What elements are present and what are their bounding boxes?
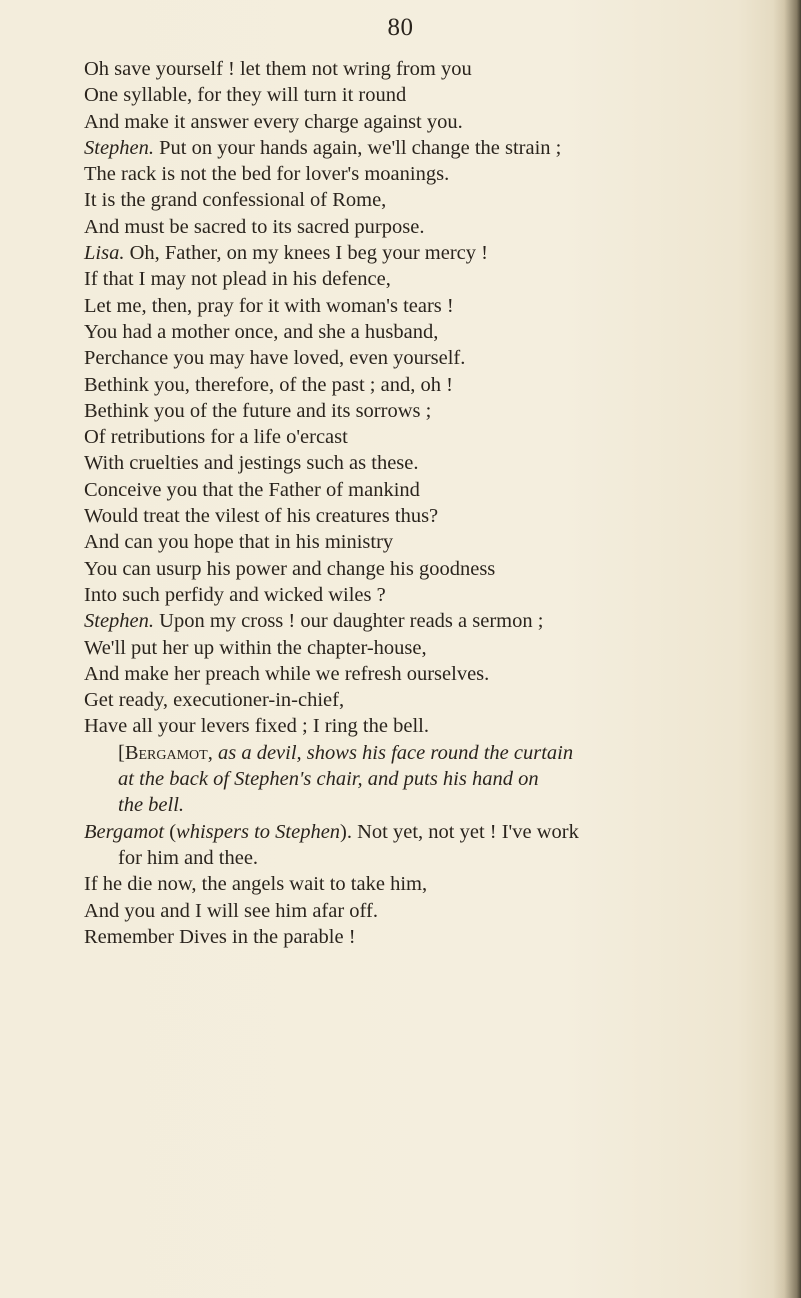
text-run: One syllable, for they will turn it round [84,84,407,107]
page-number: 80 [387,14,414,41]
text-line [84,345,774,371]
text-line [84,687,774,713]
text-run: Have all your levers fixed ; I ring the bell. [84,715,429,738]
italic-text: Stephen. [84,610,155,633]
text-line [84,398,774,424]
text-run: Of retributions for a life o'ercast [84,426,348,449]
text-run: Bethink you of the future and its sorrows ; [84,399,432,422]
text-run: Conceive you that the Father of mankind [84,478,420,501]
text-run: Oh save yourself ! let them not wring from you [84,58,472,80]
text-run: ( [164,820,177,843]
text-run: And make her preach while we refresh ourselves. [84,662,490,685]
text-run: We'll put her up within the chapter-house, [84,636,427,659]
text-line [84,713,774,739]
text-line [84,240,774,266]
text-line [84,372,774,398]
text-line [84,161,774,187]
text-run: And make it answer every charge against you. [84,110,463,133]
text-run: Put on your hands again, we'll change the strain ; [154,136,562,159]
text-line [84,450,774,476]
text-line [84,82,774,108]
text-line [84,56,774,82]
text-run: It is the grand confessional of Rome, [84,189,387,212]
text-run: And can you hope that in his ministry [84,531,394,554]
text-line [84,187,774,213]
text-line [84,871,774,897]
text-line [84,740,774,766]
text-run: If that I may not plead in his defence, [84,268,391,291]
text-line [84,924,774,950]
text-line [84,529,774,555]
text-run: Get ready, executioner-in-chief, [84,689,345,712]
text-run: Perchance you may have loved, even yourself. [84,347,466,370]
text-line [84,319,774,345]
italic-text: at the back of Stephen's chair, and puts his hand on [118,768,539,791]
text-line [84,135,774,161]
text-line [84,109,774,135]
text-line [84,661,774,687]
text-line [84,503,774,529]
text-line [84,582,774,608]
text-line [84,635,774,661]
play-text [84,56,774,950]
italic-text: as a devil, shows his face round the curtain [212,741,574,764]
italic-text: the bell. [118,794,185,817]
small-caps-text: [Bergamot, [118,741,213,764]
text-run: If he die now, the angels wait to take him, [84,873,428,896]
text-line [84,424,774,450]
text-run: Would treat the vilest of his creatures thus? [84,505,439,528]
italic-text: whispers to Stephen [176,820,341,843]
text-line [84,845,774,871]
text-line [84,608,774,634]
text-run: ). Not yet, not yet ! I've work [340,820,579,843]
text-run: Remember Dives in the parable ! [84,925,356,948]
italic-text: Lisa. [84,242,125,265]
text-line [84,898,774,924]
text-line [84,477,774,503]
text-run: And you and I will see him afar off. [84,899,378,922]
text-run: You had a mother once, and she a husband, [84,320,439,343]
text-line [84,556,774,582]
text-line [84,819,774,845]
text-line [84,293,774,319]
text-run: The rack is not the bed for lover's moanings. [84,163,450,186]
text-run: Upon my cross ! our daughter reads a sermon ; [154,610,544,633]
text-run: With cruelties and jestings such as these. [84,452,419,475]
text-run: And must be sacred to its sacred purpose. [84,215,425,238]
text-run: You can usurp his power and change his goodness [84,557,496,580]
text-line [84,266,774,292]
italic-text: Bergamot [84,820,165,843]
text-run: Oh, Father, on my knees I beg your mercy ! [124,242,488,265]
text-line [84,792,774,818]
text-run: Into such perfidy and wicked wiles ? [84,583,386,606]
text-run: Bethink you, therefore, of the past ; and, oh ! [84,373,453,396]
text-line [84,214,774,240]
italic-text: Stephen. [84,136,155,159]
page-edge-shadow [773,0,801,1298]
text-line [84,766,774,792]
text-run: for him and thee. [118,846,259,869]
text-run: Let me, then, pray for it with woman's tears ! [84,294,454,317]
